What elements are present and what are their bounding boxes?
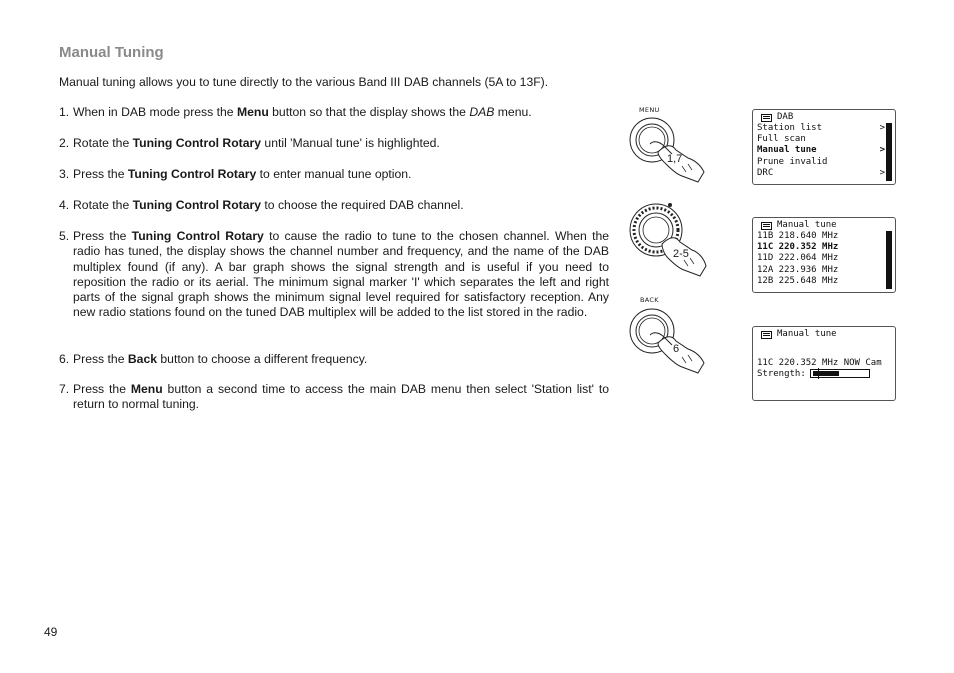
strength-row [757,369,893,380]
step-number: 5. [59,229,70,243]
step-3: 3. Press the Tuning Control Rotary to enter manual tune option. [59,167,412,181]
menu-row-prune-invalid: Prune invalid [757,156,828,167]
step-number: 2. [59,136,70,150]
list-icon [761,331,772,339]
intro-paragraph: Manual tuning allows you to tune directly to the various Band III DAB channels (5A to 13F). [59,75,549,89]
channel-row-selected: 11C 220.352 MHz [757,242,839,253]
page-number: 49 [44,625,58,639]
lcd-manual-tune-list [752,217,896,293]
strength-label: Strength: [757,369,806,380]
lcd-header: Manual tune [761,220,837,231]
list-icon [761,222,772,230]
lcd-dab-menu [752,109,896,185]
channel-row: 11D 222.064 MHz [757,253,839,264]
step-5: 5. Press the Tuning Control Rotary to cause the radio to tune to the chosen channel. When the radio has tuned, the display shows the channel number and frequency, and the name of the DAB multiplex found (if any). A bar graph shows the signal strength and is useful if you need to reposition the radio or its aerial. The minimum signal marker 'I' which separates the left and right parts of the signal graph shows the minimum signal level required for satisfactory reception. Any new radio stations found on the tuned DAB multiplex will be added to the list stored in the radio. [59,229,610,320]
scrollbar [886,123,892,181]
back-button-hand-icon [628,305,710,375]
page-title: Manual Tuning [59,44,164,61]
step-2: 2. Rotate the Tuning Control Rotary until 'Manual tune' is highlighted. [59,136,440,150]
lcd-header: Manual tune [761,329,837,340]
lcd-manual-tune-result [752,326,896,401]
channel-row: 12B 225.648 MHz [757,275,839,286]
channel-row: 11B 218.640 MHz [757,231,839,241]
channel-row: 12A 223.936 MHz [757,264,839,275]
list-icon [761,114,772,122]
tuning-rotary-hand-icon [628,200,710,280]
signal-strength-bar [810,369,870,378]
menu-row-manual-tune: Manual tune > [757,145,885,156]
minimum-signal-marker [818,368,819,379]
step-number: 7. [59,382,70,396]
tuned-channel-line: 11C 220.352 MHz NOW Cam [757,358,882,368]
dab-keyword: DAB [469,105,495,119]
lcd-header: DAB [761,112,793,123]
back-step-label: 6 [673,343,680,355]
back-caption: BACK [640,296,659,304]
menu-row-full-scan: Full scan [757,134,806,145]
step-number: 6. [59,352,70,366]
step-7: 7. Press the Menu button a second time to access the main DAB menu then select 'Station list' to return to normal tuning. [59,382,609,412]
step-4: 4. Rotate the Tuning Control Rotary to choose the required DAB channel. [59,198,464,212]
rotary-step-label: 2-5 [673,248,689,260]
menu-button-hand-icon [628,114,710,184]
menu-row-drc: DRC > [757,167,885,178]
scrollbar [886,231,892,289]
menu-caption: MENU [639,106,660,114]
step-number: 3. [59,167,70,181]
step-1: 1. When in DAB mode press the Menu button so that the display shows the DAB menu. [59,105,532,119]
menu-step-label: 1,7 [667,153,683,165]
signal-strength-fill [813,371,839,376]
step-number: 1. [59,105,70,119]
menu-row-station-list: Station list > [757,123,885,133]
step-number: 4. [59,198,70,212]
step-6: 6. Press the Back button to choose a different frequency. [59,352,368,366]
menu-keyword: Menu [236,105,269,119]
